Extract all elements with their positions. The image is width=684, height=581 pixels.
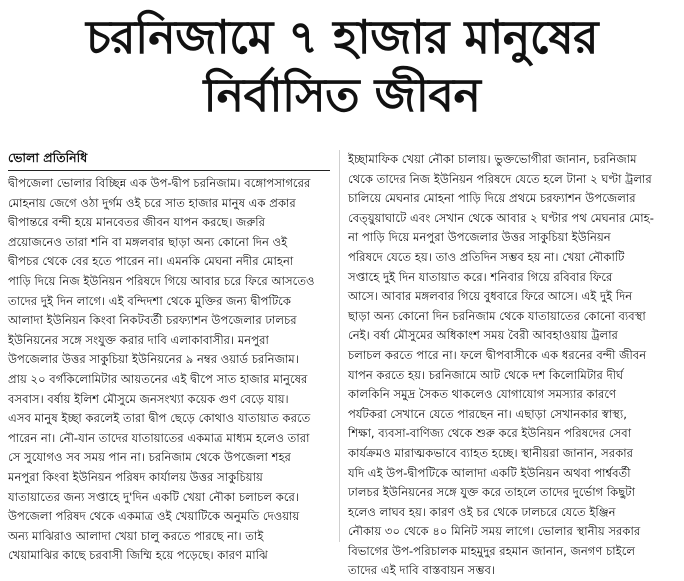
text-line: ঢালচর ইউনিয়নের সঙ্গে যুক্ত করে তাহলে তাদের দুর্ভোগ কিছুটা: [348, 485, 635, 500]
text-line: ইউনিয়নের সঙ্গে সংযুক্ত করার দাবি এলাকাবাসীর। মনপুরা: [8, 332, 269, 347]
left-column: [8, 174, 330, 563]
text-line: পর্যটকরা সেখানে যেতে পারছেন না। এছাড়া সেখানকার স্বাস্থ্য,: [348, 406, 627, 421]
text-line: প্রায় ২০ বর্গকিলোমিটার আয়তনের এই দ্বীপে সাত হাজার মানুষের: [8, 371, 308, 386]
headline: [0, 8, 684, 124]
text-line: নেই। বর্ষা মৌসুমের অধিকাংশ সময় বৈরী আবহাওয়ায় ট্রলার: [348, 328, 618, 343]
text-line: নৌকায় ৩০ থেকে ৪০ মিনিট সময় লাগে। ভোলার স্থানীয় সরকার: [348, 524, 641, 539]
headline-line-2: নির্বাসিত জীবন: [203, 68, 481, 122]
text-line: দ্বীপচর থেকে বের হতে পারেন না। এমনকি মেঘনা নদীর মোহনা: [8, 254, 294, 269]
text-line: সে সুযোগও সব সময় পান না। চরনিজাম থেকে উপজেলা শহর: [8, 450, 291, 465]
byline: ভোলা প্রতিনিধি: [8, 150, 88, 165]
text-line: যাপন করতে হয়। চরনিজামে আট থেকে দশ কিলোমিটার দীর্ঘ: [348, 367, 624, 382]
text-line: যদি এই উপ-দ্বীপটিকে আলাদা একটি ইউনিয়ন অথবা পার্শ্ববর্তী: [348, 465, 631, 480]
text-line: বিভাগের উপ-পরিচালক মাহমুদুর রহমান জানান, জনগণ চাইলে: [348, 543, 635, 558]
text-line: যাতায়াতের জন্য সপ্তাহে দু'দিন একটি খেয়া নৌকা চলাচল করে।: [8, 489, 300, 504]
text-line: মনপুরা কিংবা ইউনিয়ন পরিষদ কার্যালয় উত্তর সাকুচিয়ায়: [8, 469, 263, 484]
text-line: সপ্তাহে দুই দিন যাতায়াত করে। শনিবার গিয়ে রবিবার ফিরে: [348, 269, 613, 284]
text-line: আলাদা ইউনিয়ন কিংবা নিকটবর্তী চরফ্যাশন উপজেলার ঢালচর: [8, 313, 297, 328]
text-line: উপজেলা পরিষদ থেকে একমাত্র ওই খেয়াটিকে অনুমতি দেওয়ায়: [8, 509, 300, 524]
right-column: [348, 150, 676, 578]
text-line: দ্বীপজেলা ভোলার বিচ্ছিন্ন এক উপ-দ্বীপ চরনিজাম। বঙ্গোপসাগরের: [8, 176, 311, 190]
text-line: পাড়ি দিয়ে নিজ ইউনিয়ন পরিষদে গিয়ে আবার চরে ফিরে আসতেও: [8, 273, 315, 288]
text-line: অন্য মাঝিরাও আলাদা খেয়া চালু করতে পারছে না। তাই: [8, 528, 264, 543]
text-line: হলেও লাঘব হয়। কারণ ওই চর থেকে ঢালচরে যেতে ইঞ্জিন: [348, 504, 616, 519]
text-line: বসবাস। বর্ষায় ইলিশ মৌসুমে জনসংখ্যা কয়েক গুণ বেড়ে যায়।: [8, 391, 289, 406]
text-line: কার্যক্রমও মারাত্মকভাবে ব্যাহত হচ্ছে। স্থানীয়রা জানান, সরকার: [348, 445, 634, 460]
text-line: ইচ্ছামাফিক খেয়া নৌকা চালায়। ভুক্তভোগীরা জানান, চরনিজাম: [348, 152, 637, 166]
text-line: তাদের দুই দিন লাগে। এই বন্দিদশা থেকে মুক্তির জন্য দ্বীপটিকে: [8, 293, 291, 308]
text-line: শিক্ষা, ব্যবসা-বাণিজ্য থেকে শুরু করে ইউনিয়ন পরিষদের সেবা: [348, 426, 632, 441]
text-line: চালিয়ে মেঘনার মোহনা পাড়ি দিয়ে প্রথমে চরফ্যাশন উপজেলার: [348, 191, 636, 206]
text-line: পারেন না। নৌ-যান তাদের যাতায়াতের একমাত্র মাধ্যম হলেও তারা: [8, 430, 310, 445]
byline-rule: [8, 170, 330, 171]
text-line: দ্বীপান্তরে বন্দী হয়ে মানবেতর জীবন যাপন করছে। জরুরি: [8, 215, 265, 230]
text-line: তাদের এই দাবি বাস্তবায়ন সম্ভব।: [348, 563, 496, 578]
headline-line-1: চরনিজামে ৭ হাজার মানুষের: [85, 10, 598, 64]
text-line: খেয়ামাঝির কাছে চরবাসী জিম্মি হয়ে পড়েছে। কারণ মাঝি: [8, 548, 268, 563]
text-line: আসে। আবার মঙ্গলবার গিয়ে বুধবারে ফিরে আসে। এই দুই দিন: [348, 289, 633, 304]
text-line: এসব মানুষ ইচ্ছা করলেই তারা দ্বীপ ছেড়ে কোথাও যাতায়াত করতে: [8, 411, 311, 426]
text-line: পরিষদে যেতে হয়। তাও প্রতিদিন সম্ভব হয় না। খেয়া নৌকাটি: [348, 249, 625, 264]
text-line: চলাচল করতে পারে না। ফলে দ্বীপবাসীকে এক ধরনের বন্দী জীবন: [348, 347, 647, 362]
text-line: ছাড়া অন্য কোনো দিন চরনিজাম থেকে যাতায়াতের কোনো ব্যবস্থা: [348, 308, 646, 323]
text-line: না পাড়ি দিয়ে মনপুরা উপজেলার উত্তর সাকুচিয়া ইউনিয়ন: [348, 230, 611, 245]
text-line: বেত্য়ুয়াঘাটে এবং সেখান থেকে আবার ২ ঘণ্টার পথ মেঘনার মোহ-: [348, 210, 654, 225]
text-line: মোহনায় জেগে ওঠা দুর্গম ওই চরে সাত হাজার মানুষ এক প্রকার: [8, 195, 296, 210]
column-divider: [339, 150, 340, 542]
text-line: প্রয়োজনেও তারা শনি বা মঙ্গলবার ছাড়া অন্য কোনো দিন ওই: [8, 234, 288, 249]
text-line: কালকিনি সমুদ্র সৈকত থাকলেও যোগাযোগ সমস্যার কারণে: [348, 387, 617, 402]
text-line: থেকে তাদের নিজ ইউনিয়ন পরিষদে যেতে হলে টানা ২ ঘণ্টা ট্রলার: [348, 171, 652, 186]
text-line: উপজেলার উত্তর সাকুচিয়া ইউনিয়নের ৯ নম্বর ওয়ার্ড চরনিজাম।: [8, 352, 299, 367]
